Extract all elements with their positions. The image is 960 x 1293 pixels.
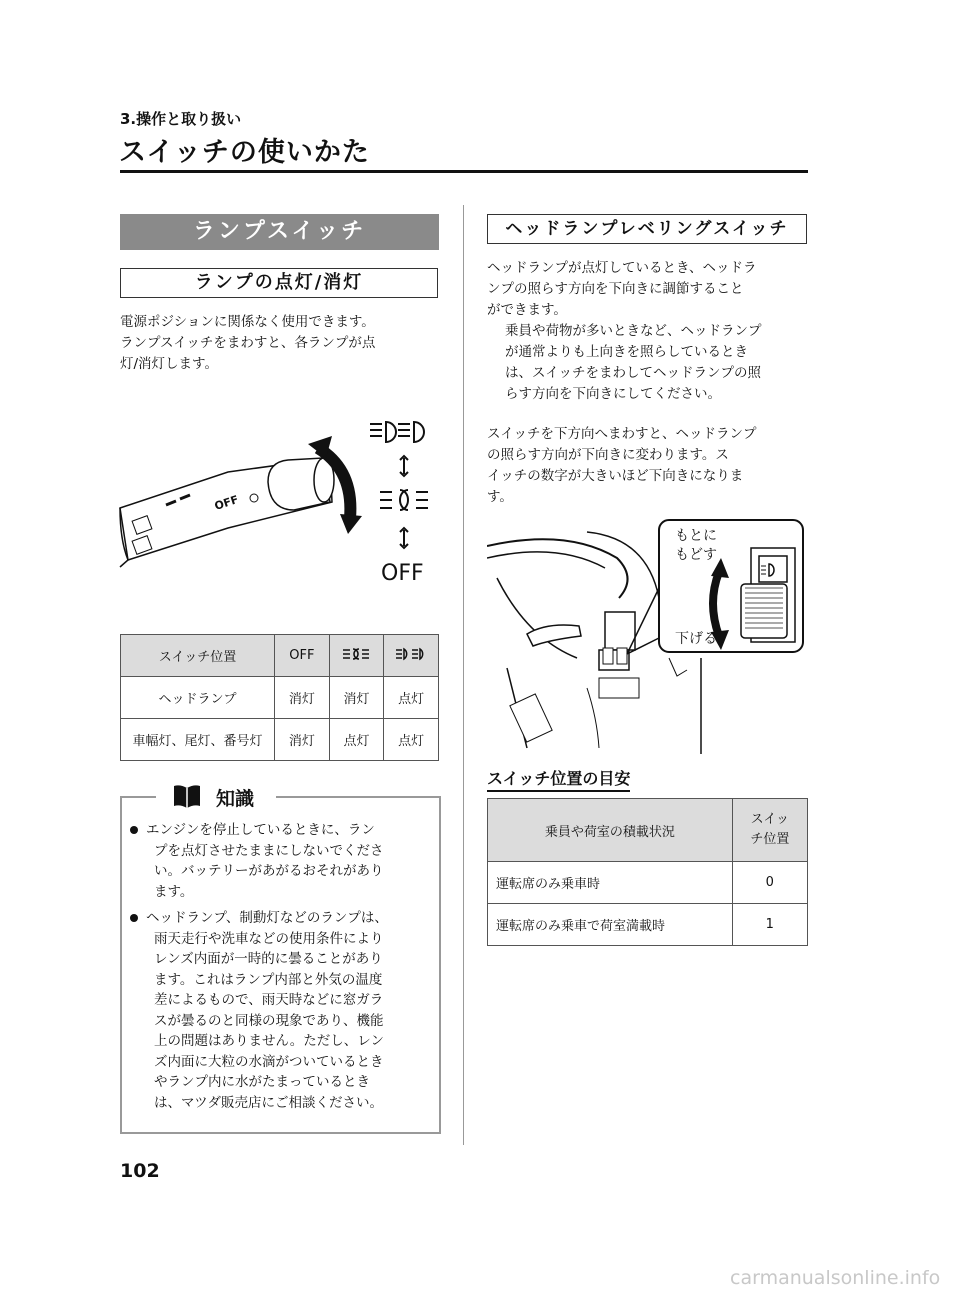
- watermark: carmanualsonline.info: [730, 1267, 941, 1289]
- position-lamp-icon: [329, 635, 384, 677]
- note-bullet-1: エンジンを停止しているときに、ラン プを点灯させたままにしないでくださ い。バッテリーがあがるおそれがあり ます。: [130, 820, 430, 902]
- section-banner: ランプスイッチ: [120, 214, 439, 250]
- leveling-direction: スイッチを下方向へまわすと、ヘッドランプ の照らす方向が下向きに変わります。ス イッチの数字が大きいほど下向きになりま す。: [487, 426, 757, 505]
- table-row: 車幅灯、尾灯、番号灯 消灯 点灯 点灯: [121, 719, 439, 761]
- position-lamp-icon: [380, 490, 428, 510]
- table-header-cell: OFF: [275, 635, 330, 677]
- leveling-switch-diagram: [487, 518, 807, 754]
- callout-lower: 下げる: [675, 631, 717, 647]
- table-header-cell: スイッチ位置: [121, 635, 275, 677]
- lamp-intro: 電源ポジションに関係なく使用できます。 ランプスイッチをまわすと、各ランプが点 灯/消灯します。: [120, 314, 376, 372]
- bullet-dot: [130, 826, 138, 834]
- leveling-usage: 乗員や荷物が多いときなど、ヘッドランプ が通常よりも上向きを照らしているとき は、スイッチをまわしてヘッドランプの照 らす方向を下向きにしてください。: [505, 323, 762, 402]
- switch-position-caption: スイッチ位置の目安: [487, 766, 630, 792]
- book-icon: [172, 784, 202, 808]
- leveling-position-table: [487, 798, 808, 946]
- off-small-label: OFF: [212, 492, 241, 513]
- column-divider: [463, 205, 464, 1145]
- high-beam-icon: [384, 635, 439, 677]
- table-row: ヘッドランプ 消灯 消灯 点灯: [121, 677, 439, 719]
- leveling-intro: ヘッドランプが点灯しているとき、ヘッドラ ンプの照らす方向を下向きに調節すること ができます。: [487, 260, 757, 318]
- chapter-label: 3.操作と取り扱い: [120, 110, 242, 128]
- table-header-cell: スイッ チ位置: [732, 799, 807, 862]
- table-row: 運転席のみ乗車で荷室満載時 1: [488, 904, 808, 946]
- subheading-leveling: ヘッドランプレベリングスイッチ: [487, 214, 807, 244]
- table-header-cell: 乗員や荷室の積載状況: [488, 799, 733, 862]
- title-rule: [120, 170, 808, 173]
- subheading-lamp: ランプの点灯/消灯: [120, 268, 438, 298]
- bullet-dot: [130, 914, 138, 922]
- page-title: スイッチの使いかた: [119, 137, 370, 168]
- lamp-switch-diagram: [118, 410, 438, 600]
- table-row: 運転席のみ乗車時 0: [488, 862, 808, 904]
- callout-restore: もとに もどす: [675, 528, 717, 563]
- lamp-switch-table: [120, 634, 439, 761]
- high-beam-icon: [370, 422, 424, 442]
- note-bullet-2: ヘッドランプ、制動灯などのランプは、 雨天走行や洗車などの使用条件により レンズ内面が一時的に曇ることがあり ます。これはランプ内部と外気の温度 差によるもので、雨天時などに窓ガラ スが曇るのと同様の現象であり、機能 上の問題はありません。ただし、レン ズ内面に大粒の水滴がついているとき やランプ内に水がたまっているとき は、マツダ販売店にご相談ください。: [130, 908, 430, 1113]
- off-label: OFF: [381, 561, 424, 586]
- note-heading: 知識: [216, 788, 255, 810]
- page-number: 102: [120, 1160, 160, 1182]
